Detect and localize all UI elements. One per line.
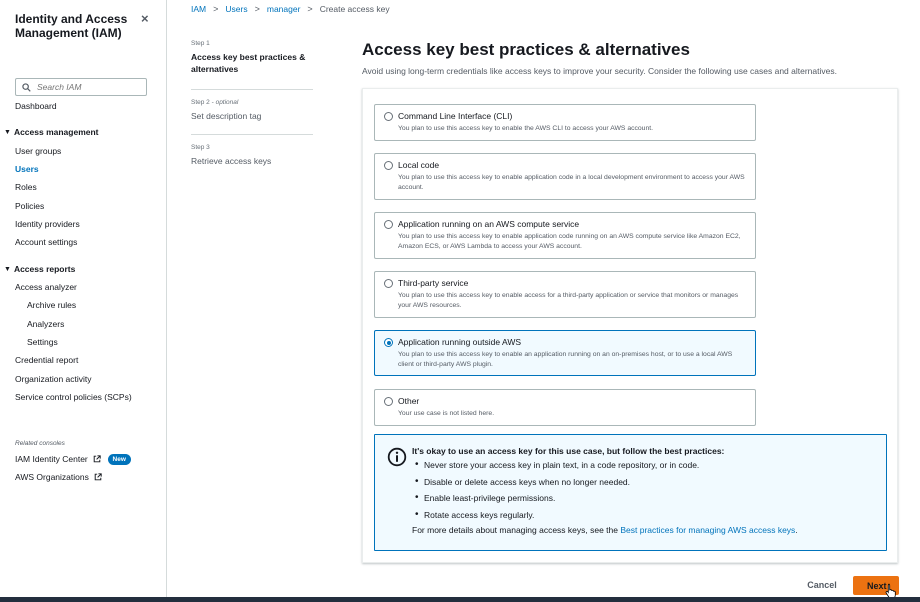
breadcrumb [191,4,390,14]
sidebar-item-identity-providers[interactable]: Identity providers [15,219,80,229]
caret-down-icon: ▼ [4,128,11,136]
option-description: You plan to use this access key to enable the AWS CLI to access your AWS account. [398,125,654,132]
sidebar-item-settings[interactable]: Settings [27,337,58,347]
option-aws-compute[interactable] [374,212,756,259]
sidebar-section-access-management[interactable] [4,127,99,137]
option-description: You plan to use this access key to enable application code running on an AWS compute service like Amazon EC2, Amazon ECS, or AWS Lambda to access your AWS account. [398,233,741,250]
option-description: Your use case is not listed here. [398,410,495,417]
option-local-code[interactable] [374,153,756,200]
option-title: Other [398,396,420,406]
close-icon[interactable]: × [141,11,149,26]
option-cli[interactable] [374,104,756,141]
info-footer-text: For more details about managing access keys, see the [412,525,621,535]
hand-cursor-icon [885,583,897,598]
best-practices-list [412,460,699,526]
option-title: Command Line Interface (CLI) [398,111,513,121]
option-title: Application running outside AWS [398,337,522,347]
sidebar-item-account-settings[interactable]: Account settings [15,237,78,247]
breadcrumb-manager[interactable]: manager [266,4,301,14]
breadcrumb-current: Create access key [319,4,390,14]
step-label: Step 1 [191,40,210,47]
breadcrumb-separator: > [307,4,313,14]
external-link-icon [93,455,101,463]
related-consoles-label: Related consoles [15,440,65,447]
breadcrumb-iam[interactable]: IAM [191,4,207,14]
radio-button[interactable] [384,112,393,121]
info-icon [387,447,407,467]
option-other[interactable] [374,389,756,426]
info-footer [412,525,798,535]
option-description: You plan to use this access key to enable application code in a local development environment to access your AWS account. [398,174,745,191]
info-alert [374,434,887,551]
breadcrumb-separator: > [254,4,260,14]
step-label: Step 3 [191,144,210,151]
option-description: You plan to use this access key to enable access for a third-party application or service that monitors or manages your AWS resources. [398,292,739,309]
breadcrumb-separator: > [213,4,219,14]
option-title: Third-party service [398,278,469,288]
search-input[interactable] [37,82,137,92]
sidebar-item-credential-report[interactable]: Credential report [15,355,79,365]
sidebar-item-label: IAM Identity Center [15,454,88,464]
sidebar-item-iam-identity-center[interactable] [15,454,131,465]
radio-button[interactable] [384,220,393,229]
search-field[interactable] [15,78,147,96]
sidebar-item-dashboard[interactable]: Dashboard [15,101,57,111]
sidebar-item-user-groups[interactable]: User groups [15,146,62,156]
sidebar-section-label: Access reports [13,264,76,274]
sidebar-section-label: Access management [13,127,99,137]
radio-button[interactable] [384,279,393,288]
external-link-icon [94,473,102,481]
bottom-bar [0,597,920,602]
option-third-party[interactable] [374,271,756,318]
page-title: Access key best practices & alternatives [362,40,690,59]
next-button[interactable]: Next [853,576,899,595]
step-divider [191,134,313,135]
sidebar-item-policies[interactable]: Policies [15,201,45,211]
caret-down-icon: ▼ [4,265,11,273]
sidebar-item-analyzers[interactable]: Analyzers [27,319,65,329]
info-title: It's okay to use an access key for this use case, but follow the best practices: [412,446,725,456]
best-practices-link[interactable]: Best practices for managing AWS access keys [620,525,796,535]
list-item: • Enable least-privilege permissions. [412,493,699,510]
radio-button[interactable] [384,397,393,406]
sidebar-item-aws-organizations[interactable] [15,472,102,482]
wizard-step-3 [191,144,313,167]
list-item: • Rotate access keys regularly. [412,510,699,527]
new-badge: New [108,454,131,465]
sidebar-item-organization-activity[interactable]: Organization activity [15,374,92,384]
cancel-button[interactable]: Cancel [800,577,844,593]
option-description: You plan to use this access key to enable an application running on an on-premises host, or to use a local AWS client or third-party AWS plugin. [398,351,733,368]
sidebar [0,0,167,602]
info-footer-end: . [795,525,798,535]
step-name: Retrieve access keys [191,156,272,166]
sidebar-item-access-analyzer[interactable]: Access analyzer [15,282,77,292]
list-item: • Never store your access key in plain text, in a code repository, or in code. [412,460,699,477]
option-title: Local code [398,160,440,170]
sidebar-title: Identity and Access Management (IAM) [15,12,128,40]
radio-button[interactable] [384,161,393,170]
page-description: Avoid using long-term credentials like access keys to improve your security. Consider the following use cases and alternatives. [362,66,837,76]
radio-button-selected[interactable] [384,338,393,347]
wizard-step-1 [191,40,313,75]
option-title: Application running on an AWS compute service [398,219,580,229]
option-outside-aws[interactable] [374,330,756,376]
breadcrumb-users[interactable]: Users [225,4,248,14]
sidebar-item-roles[interactable]: Roles [15,182,37,192]
step-divider [191,89,313,90]
sidebar-item-archive-rules[interactable]: Archive rules [27,300,77,310]
sidebar-section-access-reports[interactable] [4,264,75,274]
sidebar-item-scps[interactable]: Service control policies (SCPs) [15,392,132,402]
list-item: • Disable or delete access keys when no longer needed. [412,477,699,494]
sidebar-item-users[interactable]: Users [15,164,39,174]
step-name: Set description tag [191,111,262,121]
sidebar-item-label: AWS Organizations [15,472,89,482]
step-label: Step 2 - optional [191,99,239,106]
wizard-step-2 [191,99,313,122]
search-icon [22,83,31,92]
step-name: Access key best practices & alternatives [191,52,306,74]
